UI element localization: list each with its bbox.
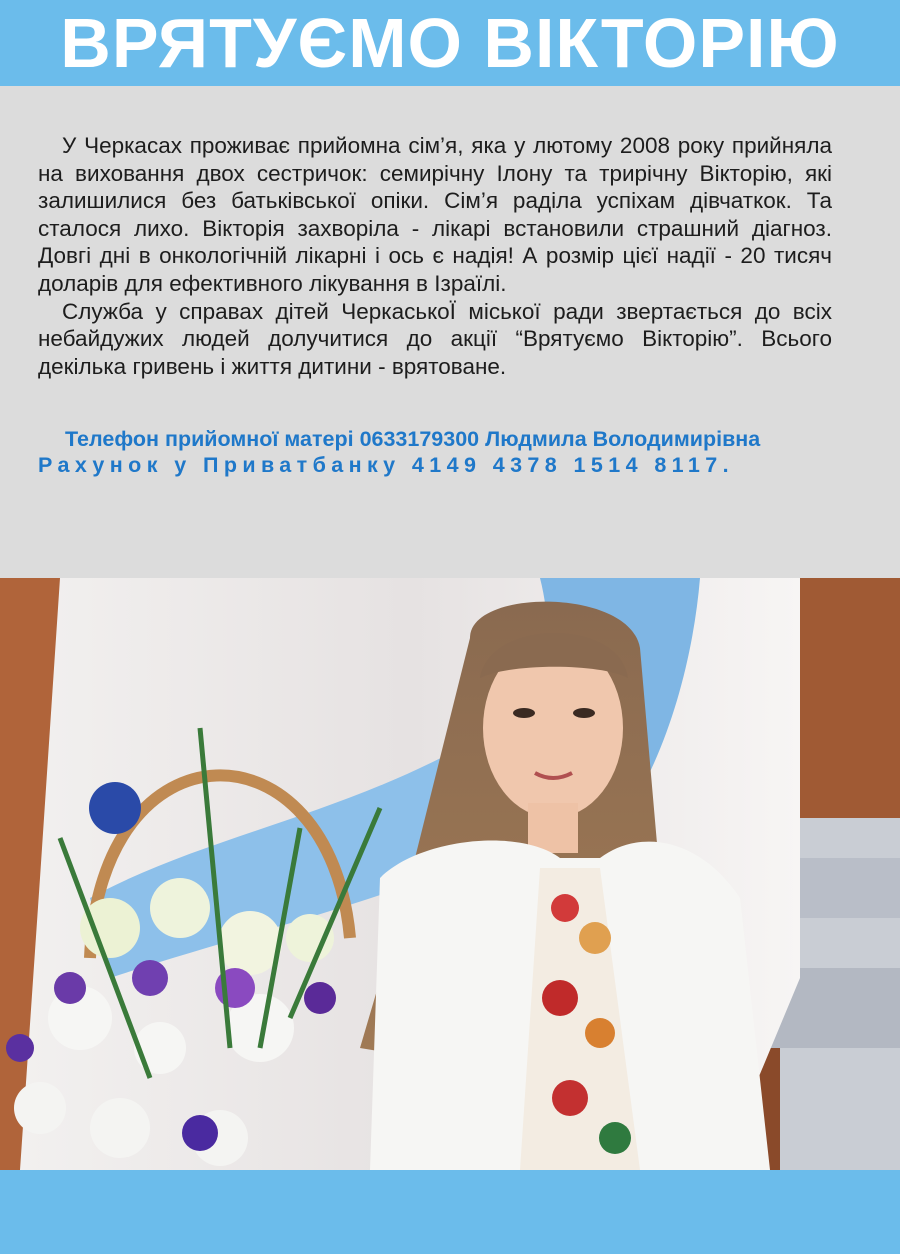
photo-illustration: [0, 578, 900, 1170]
header-banner: [0, 0, 900, 86]
phone-line: Телефон прийомної матері 0633179300 Людмила Володимирівна: [65, 427, 761, 451]
bank-account-line: Рахунок у Приватбанку 4149 4378 1514 8117.: [38, 453, 734, 477]
girl-photo: [0, 578, 900, 1170]
contact-info: [38, 426, 834, 478]
story-paragraph-1: У Черкасах проживає прийомна сім’я, яка у лютому 2008 року прийняла на виховання двох сестричок: семирічну Ілону та трирічну Вікторію, які залишилися без батьківської опіки. Сім’я раділа успіхам дівчаткок. Та сталося лихо. Вікторія захворіла - лікарі встановили страшний діагноз. Довгі дні в онкологічній лікарні і ось є надія! А розмір цієї надії - 20 тисяч доларів для ефективного лікування в Ізраїлі.: [38, 133, 832, 296]
story-text: [38, 132, 832, 380]
page-title: ВРЯТУЄМО ВІКТОРІЮ: [60, 4, 840, 82]
footer-banner: [0, 1170, 900, 1254]
story-paragraph-2: Служба у справах дітей ЧеркаськоЇ міської ради звертається до всіх небайдужих людей долучитися до акції “Врятуємо Вікторію”. Всього декілька гривень і життя дитини - врятоване.: [38, 298, 832, 379]
